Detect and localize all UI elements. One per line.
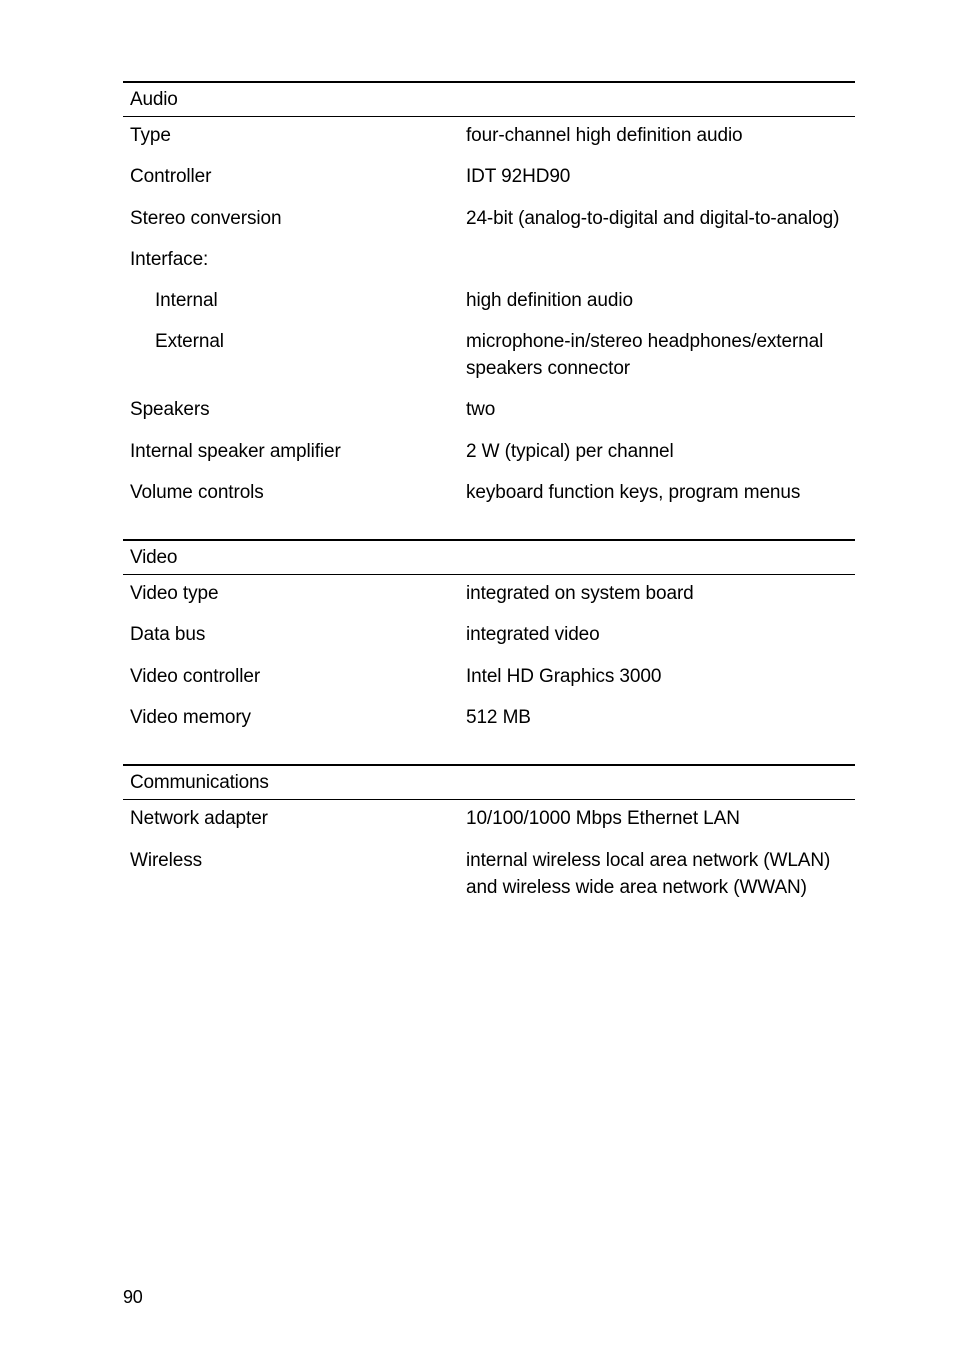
- spec-row-wireless: [123, 847, 855, 901]
- spec-row-external: [123, 328, 855, 382]
- spec-label: Data bus: [130, 624, 206, 645]
- video-spec-table: [123, 539, 855, 731]
- spec-value: keyboard function keys, program menus: [466, 482, 801, 503]
- spec-label: Speakers: [130, 399, 210, 420]
- spec-row-controller: [123, 163, 855, 190]
- spec-row-type: [123, 122, 855, 149]
- spec-label: Interface:: [130, 249, 209, 270]
- spec-value: IDT 92HD90: [466, 166, 571, 187]
- spec-value: 512 MB: [466, 707, 531, 728]
- spec-row-volume-controls: [123, 479, 855, 506]
- spec-value: high definition audio: [466, 290, 633, 311]
- spec-row-video-controller: [123, 663, 855, 690]
- spec-row-internal: [123, 287, 855, 314]
- spec-value: 24-bit (analog-to-digital and digital-to-analog): [466, 208, 840, 229]
- section-header-video: Video: [123, 539, 855, 575]
- spec-value: 10/100/1000 Mbps Ethernet LAN: [466, 808, 740, 829]
- spec-label: Video memory: [130, 707, 251, 728]
- spec-value: 2 W (typical) per channel: [466, 441, 674, 462]
- spec-label: Controller: [130, 166, 212, 187]
- communications-spec-table: [123, 764, 855, 901]
- section-header-communications: Communications: [123, 764, 855, 800]
- spec-value: integrated on system board: [466, 583, 694, 604]
- spec-label: Internal speaker amplifier: [130, 441, 341, 462]
- spec-row-stereo-conversion: [123, 205, 855, 232]
- spec-row-interface: [123, 246, 855, 273]
- page-number: 90: [123, 1287, 143, 1307]
- spec-value: internal wireless local area network (WLAN) and wireless wide area network (WWAN): [466, 850, 831, 898]
- spec-row-network-adapter: [123, 805, 855, 832]
- spec-value: integrated video: [466, 624, 600, 645]
- spec-row-speaker-amplifier: [123, 438, 855, 465]
- spec-row-video-memory: [123, 704, 855, 731]
- spec-label: Video type: [130, 583, 219, 604]
- spec-value: four-channel high definition audio: [466, 125, 743, 146]
- spec-row-data-bus: [123, 621, 855, 648]
- spec-label: Internal: [155, 290, 218, 311]
- spec-row-video-type: [123, 580, 855, 607]
- audio-spec-table: [123, 81, 855, 506]
- spec-label: Network adapter: [130, 808, 268, 829]
- spec-label: Wireless: [130, 850, 203, 871]
- spec-label: External: [155, 331, 224, 352]
- spec-value: [466, 246, 855, 273]
- spec-value: Intel HD Graphics 3000: [466, 666, 662, 687]
- section-header-audio: Audio: [123, 81, 855, 117]
- spec-label: Volume controls: [130, 482, 264, 503]
- spec-label: Type: [130, 125, 171, 146]
- spec-label: Video controller: [130, 666, 261, 687]
- spec-row-speakers: [123, 396, 855, 423]
- spec-value: microphone-in/stereo headphones/external speakers connector: [466, 331, 824, 379]
- spec-value: two: [466, 399, 496, 420]
- spec-label: Stereo conversion: [130, 208, 282, 229]
